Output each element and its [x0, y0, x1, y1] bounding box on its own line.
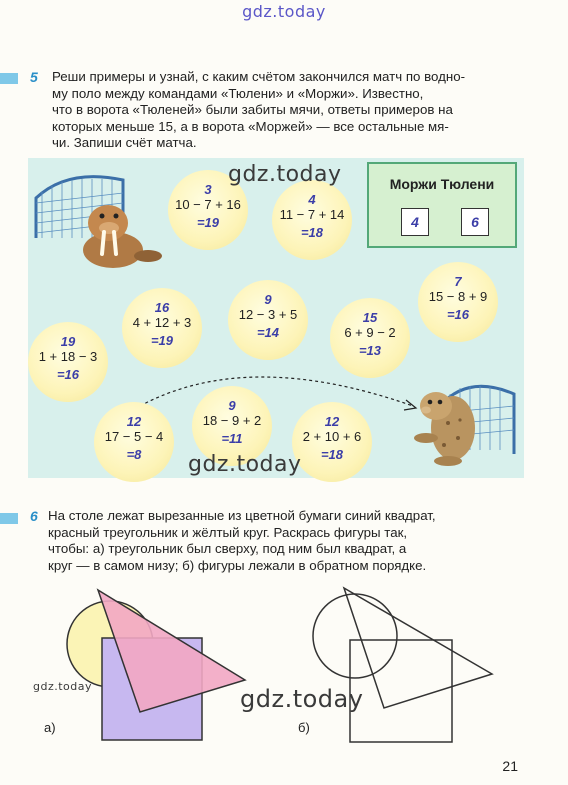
scoreboard-title: Моржи Тюлени	[389, 176, 495, 192]
ball-trajectory-arrow	[140, 377, 413, 406]
seal-icon	[414, 392, 475, 466]
ball-expression: 17 − 5 − 4	[104, 429, 164, 444]
ball-answer: =19	[196, 215, 220, 230]
ball-answer: =14	[256, 325, 280, 340]
ball-answer: =16	[56, 367, 80, 382]
walrus-icon	[83, 205, 162, 268]
ball-example	[28, 322, 108, 402]
ball-answer-top: 15	[362, 310, 378, 325]
watermark-scene-bottom: gdz.today	[188, 452, 302, 477]
watermark-top: gdz.today	[242, 2, 326, 21]
watermark-scene-top: gdz.today	[228, 162, 342, 187]
scoreboard	[367, 162, 517, 248]
ball-expression: 18 − 9 + 2	[202, 413, 262, 428]
ball-answer-top: 9	[264, 292, 272, 307]
page-number: 21	[502, 758, 518, 774]
ball-expression: 12 − 3 + 5	[238, 307, 298, 322]
ball-expression: 6 + 9 − 2	[344, 325, 396, 340]
seal-score-box: 6	[461, 208, 489, 236]
ball-answer: =11	[221, 431, 243, 446]
ball-answer-top: 12	[126, 414, 142, 429]
ball-answer: =18	[320, 447, 344, 462]
task-5-line: которых меньше 15, а в ворота «Моржей» — все остальные мя-	[52, 118, 449, 134]
ball-answer: =19	[150, 333, 174, 348]
ball-answer-top: 4	[308, 192, 316, 207]
ball-example	[272, 180, 352, 260]
figure-b	[313, 588, 492, 742]
ball-answer-top: 12	[324, 414, 340, 429]
task-6-line: чтобы: а) треугольник был сверху, под ним был квадрат, а	[48, 541, 407, 556]
task-marker-5	[0, 73, 18, 84]
ball-expression: 10 − 7 + 16	[175, 197, 241, 212]
ball-answer: =18	[300, 225, 324, 240]
task-6-line: красный треугольник и жёлтый круг. Раскрась фигуры так,	[48, 524, 408, 540]
ball-example	[418, 262, 498, 342]
ball-answer: =13	[358, 343, 382, 358]
task-6-line: круг — в самом низу; б) фигуры лежали в обратном порядке.	[48, 557, 427, 573]
ball-expression: 4 + 12 + 3	[132, 315, 192, 330]
ball-answer: =16	[446, 307, 470, 322]
task-5-line: Реши примеры и узнай, с каким счётом закончился матч по водно-	[52, 69, 466, 84]
ball-answer-top: 9	[228, 398, 236, 413]
task-6-line: На столе лежат вырезанные из цветной бумаги синий квадрат,	[48, 508, 436, 523]
task-5-line: что в ворота «Тюленей» были забиты мячи, ответы примеров на	[52, 102, 453, 117]
ball-expression: 11 − 7 + 14	[279, 207, 345, 222]
ball-answer-top: 19	[60, 334, 76, 349]
task-6-text	[48, 508, 520, 574]
figure-a	[67, 590, 245, 740]
figure-a-label: а)	[44, 720, 56, 735]
walrus-score-box: 4	[401, 208, 429, 236]
ball-example	[330, 298, 410, 378]
ball-example	[292, 402, 372, 482]
circle-shape-b	[313, 594, 397, 678]
ball-example	[94, 402, 174, 482]
task-6-number: 6	[30, 508, 38, 524]
ball-answer: =8	[126, 447, 142, 462]
watermark-small: gdz.today	[33, 680, 93, 693]
triangle-shape-b	[344, 588, 492, 708]
task-5-line: му поло между командами «Тюлени» и «Моржи». Известно,	[52, 85, 424, 101]
ball-example	[122, 288, 202, 368]
ball-answer-top: 16	[154, 300, 170, 315]
shapes-figures	[0, 570, 568, 750]
task-5-text	[52, 69, 518, 152]
ball-expression: 2 + 10 + 6	[302, 429, 362, 444]
ball-example	[228, 280, 308, 360]
ball-expression: 15 − 8 + 9	[428, 289, 488, 304]
task-marker-6	[0, 513, 18, 524]
figure-b-label: б)	[298, 720, 310, 735]
ball-expression: 1 + 18 − 3	[38, 349, 98, 364]
ball-answer-top: 7	[454, 274, 462, 289]
watermark-figures: gdz.today	[240, 685, 364, 713]
task-5-number: 5	[30, 69, 38, 85]
task-5-line: чи. Запиши счёт матча.	[52, 135, 197, 150]
ball-answer-top: 3	[204, 182, 212, 197]
